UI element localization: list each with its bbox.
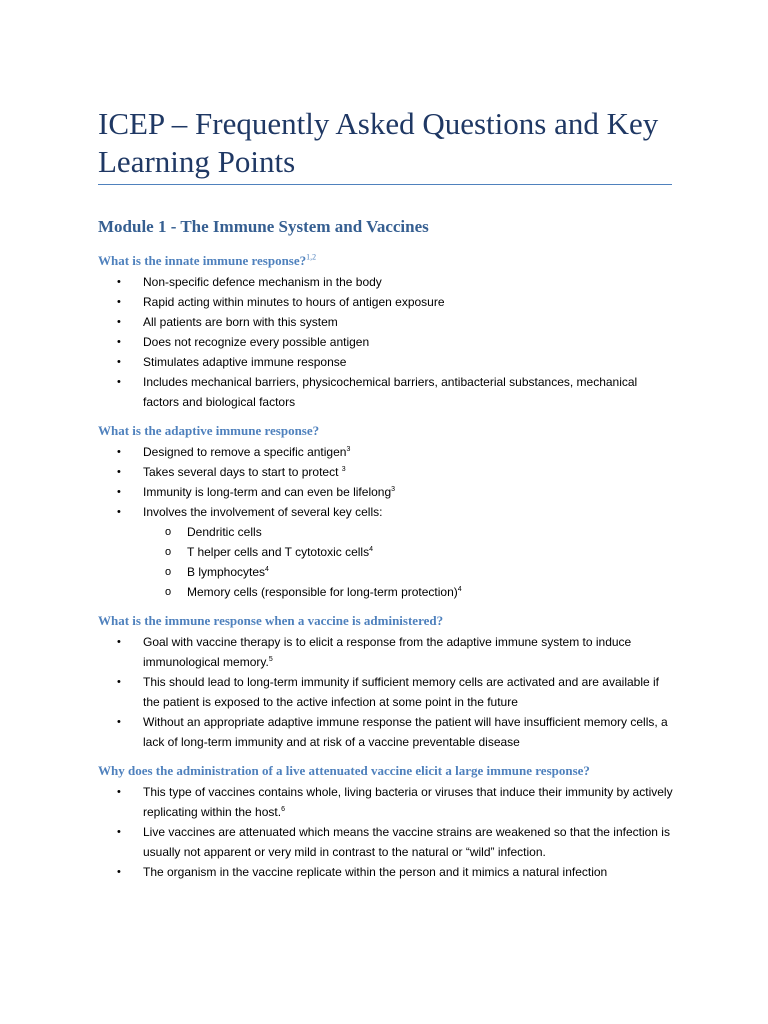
circle-bullet-icon: o: [165, 586, 172, 598]
section-spacer: [98, 412, 674, 422]
faq-section-vaccine-response: [98, 612, 674, 752]
list-item: • Live vaccines are attenuated which means the vaccine strains are weakened so that the infection is usually not apparent or very mild in contrast to the natural or “wild” infection.: [98, 822, 674, 862]
bullet-list: [98, 782, 674, 882]
bullet-icon: •: [117, 716, 121, 728]
sub-list-item: o B lymphocytes$^4$: [143, 562, 674, 582]
bullet-icon: •: [117, 276, 121, 288]
question-heading: What is the immune response when a vaccine is administered?: [98, 613, 444, 628]
bullet-icon: •: [117, 356, 121, 368]
title-divider: [98, 184, 672, 185]
list-item: • Without an appropriate adaptive immune response the patient will have insufficient memory cells, a lack of long-term immunity and at risk of a vaccine preventable disease: [98, 712, 674, 752]
list-item: • Non-specific defence mechanism in the body: [98, 272, 674, 292]
list-item: • This type of vaccines contains whole, living bacteria or viruses that induce their immunity by actively replicating within the host.$^6$: [98, 782, 674, 822]
bullet-icon: •: [117, 506, 121, 518]
list-item: • Stimulates adaptive immune response: [98, 352, 674, 372]
bullet-icon: •: [117, 676, 121, 688]
question-heading: What is the innate immune response?$^{1,2}$: [98, 252, 317, 268]
list-item: • Includes mechanical barriers, physicochemical barriers, antibacterial substances, mechanical factors and biological factors: [98, 372, 674, 412]
bullet-icon: •: [117, 296, 121, 308]
bullet-icon: •: [117, 316, 121, 328]
list-item: • Takes several days to start to protect $^3$: [98, 462, 674, 482]
bullet-icon: •: [117, 376, 121, 388]
list-item: • The organism in the vaccine replicate within the person and it mimics a natural infection: [98, 862, 674, 882]
circle-bullet-icon: o: [165, 526, 172, 538]
bullet-icon: •: [117, 866, 121, 878]
bullet-icon: •: [117, 466, 121, 478]
faq-section-live-attenuated: [98, 762, 674, 882]
list-item: • Rapid acting within minutes to hours of antigen exposure: [98, 292, 674, 312]
bullet-icon: •: [117, 446, 121, 458]
faq-section-adaptive: [98, 422, 674, 602]
bullet-icon: •: [117, 826, 121, 838]
bullet-icon: •: [117, 786, 121, 798]
bullet-list: [98, 632, 674, 752]
sub-list-item: o T helper cells and T cytotoxic cells$^4$: [143, 542, 674, 562]
faq-section-innate: [98, 252, 674, 412]
list-item: • All patients are born with this system: [98, 312, 674, 332]
bullet-icon: •: [117, 636, 121, 648]
sub-list-item: o Dendritic cells: [143, 522, 674, 542]
section-spacer: [98, 752, 674, 762]
question-heading: What is the adaptive immune response?: [98, 423, 320, 438]
document-body: [98, 252, 674, 882]
list-item: • Goal with vaccine therapy is to elicit a response from the adaptive immune system to induce immunological memory.$^5$: [98, 632, 674, 672]
question-heading: Why does the administration of a live attenuated vaccine elicit a large immune response?: [98, 763, 590, 778]
list-item: • Does not recognize every possible antigen: [98, 332, 674, 352]
reference-superscript: 1,2: [306, 252, 317, 262]
list-item: • Involves the involvement of several key cells: o Dendritic cells o T helper cells and T cytotoxic cells$^4$ o B lymphocytes$^4$ o Memory cells (responsible for long-term protection)$^4$: [98, 502, 674, 602]
bullet-icon: •: [117, 336, 121, 348]
circle-bullet-icon: o: [165, 546, 172, 558]
list-item: • This should lead to long-term immunity if sufficient memory cells are activated and are available if the patient is exposed to the active infection at some point in the future: [98, 672, 674, 712]
sub-bullet-list: [143, 522, 674, 602]
module-heading: Module 1 - The Immune System and Vaccines: [98, 217, 429, 236]
bullet-list: [98, 442, 674, 602]
document-title: ICEP – Frequently Asked Questions and Key Learning Points: [98, 106, 659, 179]
sub-list-item: o Memory cells (responsible for long-term protection)$^4$: [143, 582, 674, 602]
section-spacer: [98, 602, 674, 612]
circle-bullet-icon: o: [165, 566, 172, 578]
list-item: • Designed to remove a specific antigen$^3$: [98, 442, 674, 462]
bullet-list: [98, 272, 674, 412]
bullet-icon: •: [117, 486, 121, 498]
list-item: • Immunity is long-term and can even be lifelong$^3$: [98, 482, 674, 502]
